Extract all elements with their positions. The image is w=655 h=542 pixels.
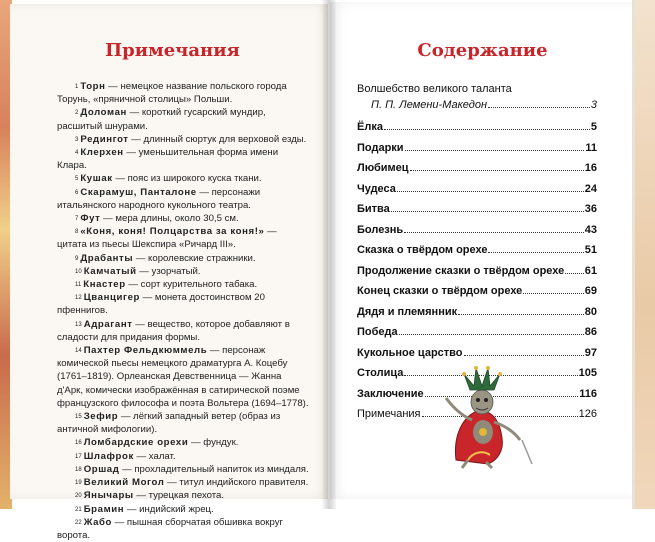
note-text: — вещество, которое добавляют в сладости для придания формы. xyxy=(57,318,290,343)
note-term: Янычары xyxy=(83,490,134,502)
note-term: Брамин xyxy=(83,503,125,515)
note-term: Доломан xyxy=(80,107,127,119)
note-item xyxy=(57,106,309,132)
toc-entry-page: 86 xyxy=(584,326,597,338)
toc-entry[interactable] xyxy=(357,220,597,241)
note-item xyxy=(57,252,309,265)
note-term: Адрагант xyxy=(83,318,133,330)
note-text: — королевские стражники. xyxy=(133,252,256,264)
contents-title: Содержание xyxy=(417,40,548,61)
note-item xyxy=(57,318,309,344)
note-text: — персонаж комической пьесы немецкого драматурга А. Коцебу (1761–1819). Орлеанская Девственница — Жанна д'Арк, комически изображённая в сатирической поэме французского философа и поэта Вольтера (1694–1778). xyxy=(57,345,309,409)
note-item xyxy=(57,172,309,185)
note-term: Торн xyxy=(80,81,106,92)
toc-intro-author-row[interactable] xyxy=(357,98,597,112)
book-gutter xyxy=(322,0,336,509)
note-number: 22 xyxy=(75,519,82,526)
note-term: Зефир xyxy=(83,411,119,423)
note-term: Великий Могол xyxy=(83,477,165,489)
note-term: Жабо xyxy=(83,516,112,528)
note-item xyxy=(57,450,309,463)
note-number: 13 xyxy=(75,321,82,328)
note-number: 18 xyxy=(75,466,82,473)
note-term: Фут xyxy=(80,213,101,225)
toc-entry-page: 51 xyxy=(584,244,597,256)
toc-entry[interactable] xyxy=(357,261,597,282)
toc-entry-page: 80 xyxy=(584,305,597,318)
toc-entry-title: Сказка о твёрдом орехе xyxy=(357,244,488,256)
toc-entry-page: 61 xyxy=(584,264,597,277)
book-cover-right-edge xyxy=(635,0,655,509)
notes-list xyxy=(57,80,309,542)
toc-leader-dots xyxy=(397,191,584,192)
note-item xyxy=(57,489,309,502)
toc-intro-page: 3 xyxy=(590,99,597,111)
note-item xyxy=(57,212,309,225)
note-term: «Коня, коня! Полцарства за коня!» xyxy=(80,226,265,238)
note-number: 3 xyxy=(75,136,79,143)
toc-entry-page: 36 xyxy=(584,203,597,215)
toc-entry[interactable] xyxy=(357,199,597,220)
toc-intro-heading: Волшебство великого таланта xyxy=(357,83,512,95)
toc-entry-page: 116 xyxy=(579,387,597,400)
note-number: 1 xyxy=(75,84,79,90)
toc-entry[interactable] xyxy=(357,281,597,302)
nutcracker-illustration xyxy=(428,360,548,470)
toc-leader-dots xyxy=(565,273,584,274)
toc-leader-dots xyxy=(405,150,585,151)
note-item xyxy=(57,476,309,489)
note-item xyxy=(57,463,309,476)
toc-entry-page: 16 xyxy=(584,162,597,174)
toc-entry-page: 11 xyxy=(585,141,597,154)
note-number: 4 xyxy=(75,150,79,157)
note-number: 2 xyxy=(75,110,79,117)
note-term: Редингот xyxy=(80,133,129,145)
note-text: — сорт курительного табака. xyxy=(125,279,258,291)
toc-entry-title: Победа xyxy=(357,326,398,338)
note-number: 16 xyxy=(75,440,82,447)
toc-entry-page: 105 xyxy=(578,367,597,379)
note-item xyxy=(57,516,309,542)
note-text: — лёгкий западный ветер (образ из античной мифологии). xyxy=(57,411,281,436)
toc-entry-page: 69 xyxy=(584,285,597,297)
toc-entry-page: 126 xyxy=(578,408,597,420)
note-text: — длинный сюртук для верховой езды. xyxy=(128,133,307,145)
note-number: 9 xyxy=(75,255,79,262)
toc-intro-author: П. П. Лемени-Македон xyxy=(371,99,488,111)
toc-leader-dots xyxy=(399,334,584,335)
note-item xyxy=(57,186,309,212)
note-text: — пышная сборчатая обшивка вокруг ворота. xyxy=(57,516,284,541)
note-text: — уменьшительная форма имени Клара. xyxy=(57,147,279,172)
note-text: — узорчатый. xyxy=(136,265,201,277)
toc-leader-dots xyxy=(523,293,583,294)
note-item xyxy=(57,291,309,317)
note-text: — титул индийского правителя. xyxy=(164,477,309,489)
toc-entry-title: Любимец xyxy=(357,162,409,174)
note-text: — прохладительный напиток из миндаля. xyxy=(119,463,309,475)
note-text: — персонажи итальянского народного кукольного театра. xyxy=(57,186,261,211)
note-number: 11 xyxy=(75,282,82,289)
note-text: — монета достоинством 20 пфеннигов. xyxy=(57,292,265,317)
note-term: Клерхен xyxy=(80,147,124,159)
toc-entry[interactable] xyxy=(357,322,597,343)
note-term: Оршад xyxy=(83,463,120,475)
note-number: 14 xyxy=(75,348,82,355)
note-item xyxy=(57,410,309,436)
note-number: 15 xyxy=(75,414,82,421)
toc-leader-dots xyxy=(488,107,590,108)
note-number: 10 xyxy=(75,268,82,275)
toc-entry-title: Чудеса xyxy=(357,182,396,195)
toc-entry[interactable] xyxy=(357,117,597,138)
note-item xyxy=(57,278,309,291)
note-number: 19 xyxy=(75,480,82,487)
toc-leader-dots xyxy=(410,170,584,171)
note-text: — фундук. xyxy=(188,437,239,449)
toc-leader-dots xyxy=(391,211,584,212)
note-text: — мера длины, около 30,5 см. xyxy=(100,213,239,225)
toc-entry-page: 43 xyxy=(584,223,597,236)
note-term: Цванцигер xyxy=(83,292,140,304)
notes-title: Примечания xyxy=(105,40,240,61)
note-number: 5 xyxy=(75,176,79,183)
note-item xyxy=(57,133,309,146)
toc-entry-title: Столица xyxy=(357,367,404,379)
note-item xyxy=(57,80,309,106)
note-number: 21 xyxy=(75,506,82,513)
toc-entry-page: 24 xyxy=(584,182,597,195)
toc-entry-title: Дядя и племянник xyxy=(357,305,458,318)
note-term: Пахтер Фельдкюммель xyxy=(83,345,208,357)
toc-entry-title: Примечания xyxy=(357,408,421,420)
toc-entry[interactable] xyxy=(357,158,597,179)
note-item xyxy=(57,146,309,172)
note-item xyxy=(57,503,309,516)
note-text: — короткий гусарский мундир, расшитый шнурами. xyxy=(57,107,266,132)
toc-entry-title: Конец сказки о твёрдом орехе xyxy=(357,285,523,297)
note-number: 8 xyxy=(75,229,79,236)
toc-entry-page: 97 xyxy=(584,346,597,359)
toc-entry-title: Кукольное царство xyxy=(357,346,463,359)
note-item xyxy=(57,344,309,410)
toc-entry-title: Битва xyxy=(357,203,390,215)
note-term: Кнастер xyxy=(83,279,126,291)
note-term: Камчатый xyxy=(83,265,137,277)
note-number: 20 xyxy=(75,493,82,500)
toc-entry-title: Ёлка xyxy=(357,121,383,133)
toc-entry-title: Заключение xyxy=(357,387,424,400)
note-number: 6 xyxy=(75,189,79,196)
toc-entry[interactable] xyxy=(357,138,597,159)
note-text: — индийский жрец. xyxy=(124,503,214,515)
toc-entry[interactable] xyxy=(357,179,597,200)
toc-entry-title: Болезнь xyxy=(357,223,404,236)
note-number: 7 xyxy=(75,216,79,223)
toc-leader-dots xyxy=(464,355,584,356)
toc-leader-dots xyxy=(404,232,584,233)
toc-leader-dots xyxy=(458,314,584,315)
note-term: Кушак xyxy=(80,173,113,185)
toc-leader-dots xyxy=(384,129,590,130)
note-term: Ломбардские орехи xyxy=(83,437,189,449)
note-item xyxy=(57,225,309,251)
toc-entry[interactable] xyxy=(357,240,597,261)
note-term: Шлафрок xyxy=(83,450,134,462)
note-text: — цитата из пьесы Шекспира «Ричард III». xyxy=(57,226,277,251)
toc-entry-title: Продолжение сказки о твёрдом орехе xyxy=(357,264,565,277)
note-text: — пояс из широкого куска ткани. xyxy=(112,173,262,185)
note-text: — халат. xyxy=(133,450,176,462)
toc-entry-title: Подарки xyxy=(357,141,404,154)
note-text: — турецкая пехота. xyxy=(133,490,225,502)
note-number: 17 xyxy=(75,453,82,460)
toc-entry-page: 5 xyxy=(590,121,597,133)
note-item xyxy=(57,265,309,278)
toc-entry[interactable] xyxy=(357,302,597,323)
note-item xyxy=(57,436,309,449)
note-text: — немецкое название польского города Торунь, «пряничной столицы» Польши. xyxy=(57,81,287,106)
note-term: Скарамуш, Панталоне xyxy=(80,186,197,198)
note-term: Драбанты xyxy=(80,252,134,264)
toc-leader-dots xyxy=(488,252,583,253)
note-number: 12 xyxy=(75,295,82,302)
